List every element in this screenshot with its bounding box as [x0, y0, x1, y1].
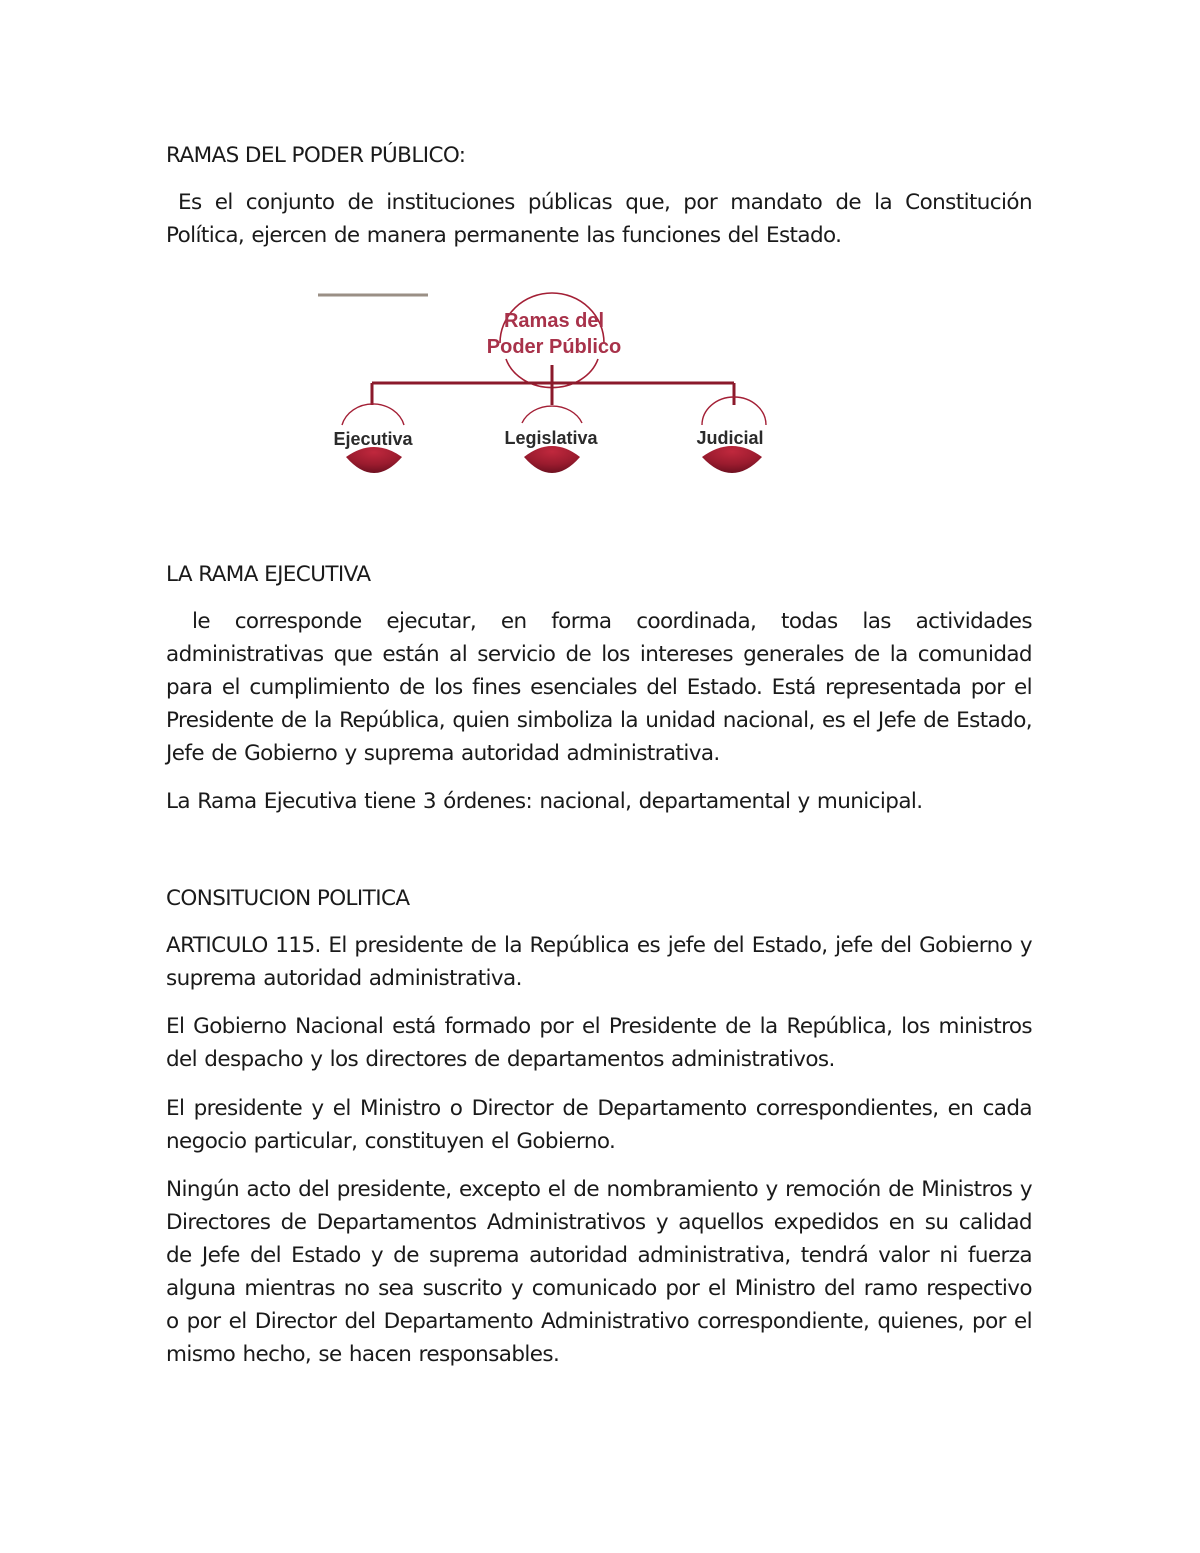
root-label-line2: Poder Público: [486, 336, 622, 358]
fan-ejecutiva: [346, 447, 402, 473]
root-label-line1: Ramas del: [503, 310, 605, 332]
paragraph-ningun-acto: Ningún acto del presidente, excepto el de nombramiento y remoción de Ministros y Directores de Departamentos Administrativos y aquellos expedidos en su calidad de Jefe del Estado y de suprema autoridad administrativa, tendrá valor ni fuerza alguna mientras no sea suscrito y comunicado por el Ministro del ramo respectivo o por el Director del Departamento Administrativo correspondiente, quienes, por el mismo hecho, se hacen responsables.: [166, 1177, 1032, 1367]
paragraph-gobierno-nacional: El Gobierno Nacional está formado por el Presidente de la República, los ministros del despacho y los directores de departamentos administrativos.: [166, 1014, 1032, 1072]
ramas-diagram-svg: [310, 285, 780, 485]
paragraph-ordenes: La Rama Ejecutiva tiene 3 órdenes: nacional, departamental y municipal.: [166, 789, 923, 814]
paragraph-articulo-115: ARTICULO 115. El presidente de la República es jefe del Estado, jefe del Gobierno y suprema autoridad administrativa.: [166, 933, 1032, 991]
branch-label-ejecutiva: Ejecutiva: [333, 429, 413, 449]
section-heading-rama-ejecutiva: LA RAMA EJECUTIVA: [166, 562, 371, 587]
ramas-diagram: [310, 285, 780, 485]
branch-arc-legislativa: [522, 406, 582, 423]
paragraph-rama-ejecutiva: le corresponde ejecutar, en forma coordinada, todas las actividades administrativas que están al servicio de los intereses generales de la comunidad para el cumplimiento de los fines esenciales del Estado. Está representada por el Presidente de la República, quien simboliza la unidad nacional, es el Jefe de Estado, Jefe de Gobierno y suprema autoridad administrativa.: [166, 609, 1032, 766]
section-heading-constitucion: CONSITUCION POLITICA: [166, 886, 410, 911]
branch-arc-ejecutiva: [342, 404, 404, 425]
fan-legislativa: [524, 446, 580, 473]
fan-judicial: [702, 446, 762, 473]
paragraph-presidente-ministro: El presidente y el Ministro o Director de Departamento correspondientes, en cada negocio particular, constituyen el Gobierno.: [166, 1096, 1032, 1154]
branch-label-judicial: Judicial: [696, 428, 764, 448]
section-heading-ramas: RAMAS DEL PODER PÚBLICO:: [166, 143, 466, 168]
paragraph-ramas-definition: Es el conjunto de instituciones públicas que, por mandato de la Constitución Política, ejercen de manera permanente las funciones del Estado.: [166, 190, 1032, 248]
branch-label-legislativa: Legislativa: [504, 428, 598, 448]
